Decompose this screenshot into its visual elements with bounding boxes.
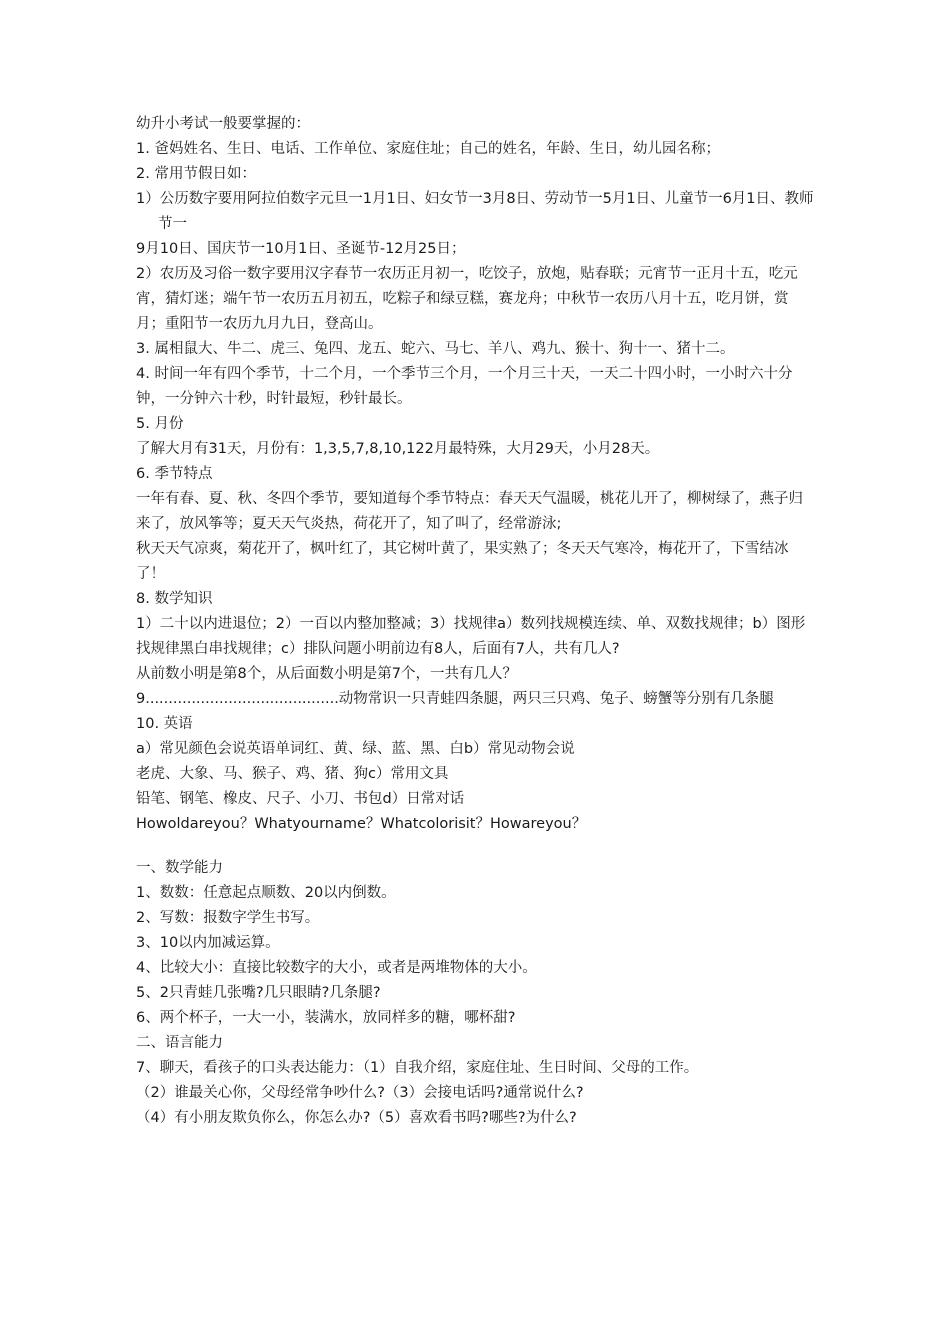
item-2: 2. 常用节假日如： <box>136 166 256 182</box>
item-2-1-cont: 9月10日、国庆节一10月1日、圣诞节-12月25日； <box>136 241 466 257</box>
item-8-text: 1）二十以内进退位；2）一百以内整加整减；3）找规律a）数列找规模连续、单、双数找规律；b）图形找规律黑白串找规律；c）排队问题小明前边有8人，后面有7人，共有几人? <box>136 616 806 657</box>
language-item-7: 7、聊天，看孩子的口头表达能力：（1）自我介绍，家庭住址、生日时间、父母的工作。 <box>136 1060 699 1076</box>
item-10-c: 铅笔、钢笔、橡皮、尺子、小刀、书包d）日常对话 <box>136 791 465 807</box>
math-item-4: 4、比较大小：直接比较数字的大小，或者是两堆物体的大小。 <box>136 960 537 976</box>
item-10-b: 老虎、大象、马、猴子、鸡、猪、狗c）常用文具 <box>136 766 449 782</box>
item-1: 1. 爸妈姓名、生日、电话、工作单位、家庭住址；自己的姓名，年龄、生日，幼儿园名称； <box>136 141 720 157</box>
item-5-text: 了解大月有31天，月份有：1,3,5,7,8,10,122月最特殊，大月29天，小月28天。 <box>136 441 660 457</box>
item-6-heading: 6. 季节特点 <box>136 466 213 482</box>
item-6-text-2: 秋天天气凉爽，菊花开了，枫叶红了，其它树叶黄了，果实熟了；冬天天气寒冷，梅花开了，下雪结冰了！ <box>136 541 789 582</box>
item-10-a: a）常见颜色会说英语单词红、黄、绿、蓝、黑、白b）常见动物会说 <box>136 741 575 757</box>
item-4: 4. 时间一年有四个季节，十二个月，一个季节三个月，一个月三十天，一天二十四小时，一小时六十分钟，一分钟六十秒，时针最短，秒针最长。 <box>136 366 793 407</box>
math-item-2: 2、写数：报数字学生书写。 <box>136 910 320 926</box>
item-8-heading: 8. 数学知识 <box>136 591 213 607</box>
spacer <box>136 837 816 856</box>
math-item-5: 5、2只青蛙几张嘴?几只眼睛?几条腿? <box>136 985 381 1001</box>
math-item-3: 3、10以内加减运算。 <box>136 935 280 951</box>
intro-line: 幼升小考试一般要掌握的： <box>136 116 310 132</box>
language-item-7-2: （2）谁最关心你，父母经常争吵什么?（3）会接电话吗?通常说什么? <box>136 1085 584 1101</box>
item-6-text: 一年有春、夏、秋、冬四个季节，要知道每个季节特点：春天天气温暖，桃花儿开了，柳树绿了，燕子归来了，放风筝等；夏天天气炎热，荷花开了，知了叫了，经常游泳; <box>136 491 803 532</box>
item-2-1: 1）公历数字要用阿拉伯数字元旦一1月1日、妇女节一3月8日、劳动节一5月1日、儿童节一6月1日、教师节一 <box>136 191 814 232</box>
math-item-6: 6、两个杯子，一大一小，装满水，放同样多的糖，哪杯甜? <box>136 1010 516 1026</box>
item-10-d: Howoldareyou？Whatyourname？Whatcolorisit？Howareyou？ <box>136 816 587 832</box>
item-10-heading: 10. 英语 <box>136 716 193 732</box>
item-3: 3. 属相鼠大、牛二、虎三、兔四、龙五、蛇六、马七、羊八、鸡九、猴十、狗十一、猪十二。 <box>136 341 735 357</box>
document-body <box>136 112 816 1131</box>
language-section-title: 二、语言能力 <box>136 1035 223 1051</box>
language-item-7-3: （4）有小朋友欺负你么，你怎么办?（5）喜欢看书吗?哪些?为什么? <box>136 1110 577 1126</box>
item-8-text-2: 从前数小明是第8个，从后面数小明是第7个，一共有几人？ <box>136 666 517 682</box>
math-section-title: 一、数学能力 <box>136 860 223 876</box>
math-item-1: 1、数数：任意起点顺数、20以内倒数。 <box>136 885 396 901</box>
item-9: 9..........................................动物常识一只青蛙四条腿，两只三只鸡、兔子、螃蟹等分别有几条腿 <box>136 691 774 707</box>
item-5-heading: 5. 月份 <box>136 416 184 432</box>
item-2-2: 2）农历及习俗一数字要用汉字春节一农历正月初一，吃饺子，放炮，贴春联；元宵节一正月十五，吃元宵，猜灯迷；端午节一农历五月初五，吃粽子和绿豆糕，赛龙舟；中秋节一农历八月十五，吃月饼，赏月；重阳节一农历九月九日，登高山。 <box>136 266 798 332</box>
